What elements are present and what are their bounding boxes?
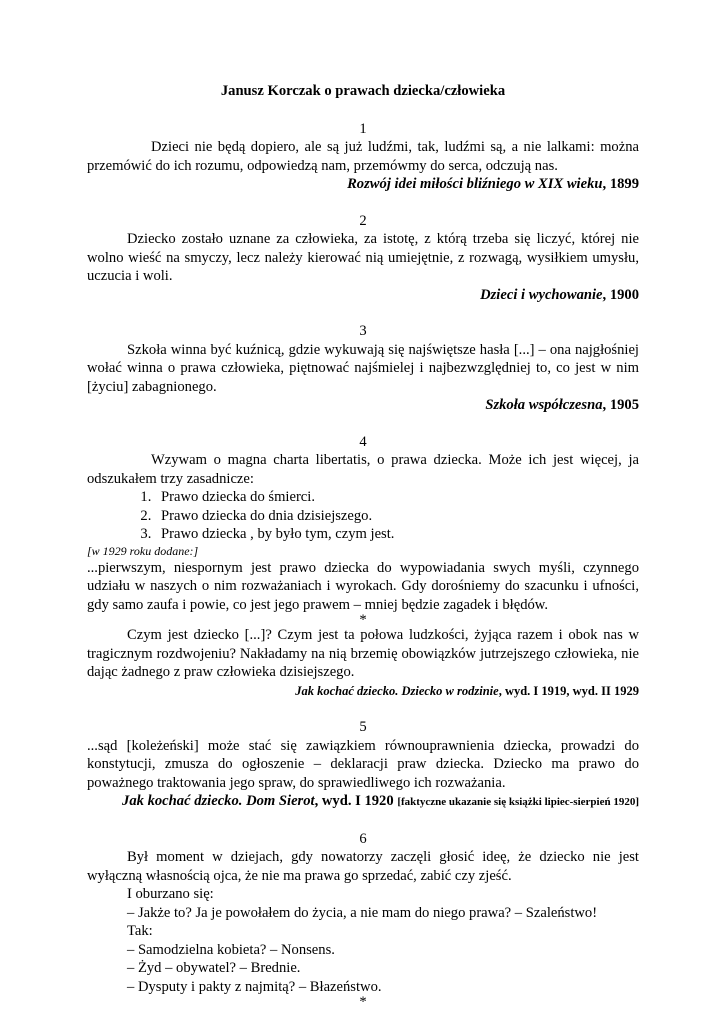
section-6	[87, 830, 639, 1009]
source-year: , wyd. I 1920	[314, 793, 398, 809]
separator-star: *	[359, 612, 367, 628]
list-item: 1. Prawo dziecka do śmierci.	[155, 488, 639, 507]
section-number: 4	[359, 433, 367, 450]
source-citation	[87, 175, 639, 194]
section-number: 2	[359, 212, 367, 229]
section-1	[87, 120, 639, 194]
section-number: 5	[359, 719, 367, 735]
source-citation	[87, 396, 639, 415]
source-note: [faktyczne ukazanie się książki lipiec-sierpień 1920]	[397, 796, 639, 808]
source-title: Rozwój idei miłości bliźniego w XIX wieku	[347, 176, 603, 192]
quote-text: Wzywam o magna charta libertatis, o prawa dziecka. Może ich jest więcej, ja odszukałem trzy zasadnicze:	[87, 452, 639, 487]
section-4	[87, 433, 639, 701]
source-citation	[87, 682, 639, 701]
source-year: , wyd. I 1919, wyd. II 1929	[498, 683, 639, 698]
document-title: Janusz Korczak o prawach dziecka/człowieka	[220, 83, 506, 99]
quote-text: ...sąd [koleżeński] może stać się zawiązkiem równouprawnienia dziecka, prowadzi do konstytucji, zmusza do ogłoszenie – deklaracji praw dziecka. Dziecko ma prawo do poważnego traktowania jego spraw, do sprawiedliwego ich rozważania.	[87, 737, 639, 791]
section-5	[87, 718, 639, 812]
section-3	[87, 322, 639, 415]
dialog-line: – Samodzielna kobieta? – Nonsens.	[127, 941, 335, 958]
quote-text: ...pierwszym, niespornym jest prawo dziecka do wypowiadania swych myśli, czynnego udziału w naszych o nim rozważaniach i wyrokach. Gdy dorośniemy do szacunku i ufności, gdy samo zaufa i powie, co jest jego prawem – mniej będzie zagadek i błędów.	[87, 559, 639, 613]
source-year: , 1899	[602, 176, 639, 192]
quote-text: Czym jest dziecko [...]? Czym jest ta połowa ludzkości, żyjąca razem i obok nas w tragicznym rozdwojeniu? Nakładamy na nią brzemię obowiązków jutrzejszego człowieka, nie dając żadnego z praw człowieka dzisiejszego.	[87, 627, 639, 680]
section-2	[87, 212, 639, 305]
source-title: Jak kochać dziecko. Dziecko w rodzinie	[295, 683, 499, 698]
rights-list	[87, 488, 639, 544]
dialog-line: – Jakże to? Ja je powołałem do życia, a nie mam do niego prawa? – Szaleństwo!	[127, 904, 598, 921]
source-citation	[87, 792, 639, 812]
document-body	[87, 82, 639, 1008]
source-year: , 1905	[602, 397, 639, 413]
quote-text: Dzieci nie będą dopiero, ale są już ludźmi, tak, ludźmi są, a nie lalkami: można przemówić do ich rozumu, odpowiedzą nam, przemówmy do serca, odczują nas.	[87, 139, 639, 174]
section-number: 6	[359, 830, 367, 847]
dialog-line: – Dysputy i pakty z najmitą? – Błazeństwo.	[127, 978, 382, 995]
separator-star: *	[359, 994, 367, 1010]
editorial-note: [w 1929 roku dodane:]	[87, 543, 199, 558]
dialog-line: I oburzano się:	[127, 886, 214, 902]
quote-text: Szkoła winna być kuźnicą, gdzie wykuwają się najświętsze hasła [...] – ona najgłośniej wołać winna o prawa człowieka, piętnować najśmielej i najbezwzględniej to, co jest w nim [życiu] zabagnionego.	[87, 341, 639, 395]
source-citation	[87, 286, 639, 305]
list-item: 2. Prawo dziecka do dnia dzisiejszego.	[155, 507, 639, 526]
list-item: 3. Prawo dziecka , by było tym, czym jest.	[155, 525, 639, 544]
source-title: Jak kochać dziecko. Dom Sierot	[122, 793, 315, 809]
dialog-line: – Żyd – obywatel? – Brednie.	[127, 960, 301, 976]
source-year: , 1900	[602, 286, 639, 303]
section-number: 1	[359, 120, 367, 137]
quote-text: Dziecko zostało uznane za człowieka, za istotę, z którą trzeba się liczyć, której nie wolno wieść na smyczy, lecz należy kierować nią umiejętnie, z rozwagą, wysiłkiem umysłu, uczucia i woli.	[87, 231, 639, 284]
source-title: Szkoła współczesna	[485, 397, 603, 413]
section-number: 3	[359, 323, 367, 339]
quote-text: Był moment w dziejach, gdy nowatorzy zaczęli głosić ideę, że dziecko nie jest wyłączną własnością ojca, że nie ma prawa go sprzedać, zabić czy zjeść.	[87, 849, 639, 884]
dialog-line: Tak:	[127, 923, 153, 939]
source-title: Dzieci i wychowanie	[480, 286, 603, 303]
